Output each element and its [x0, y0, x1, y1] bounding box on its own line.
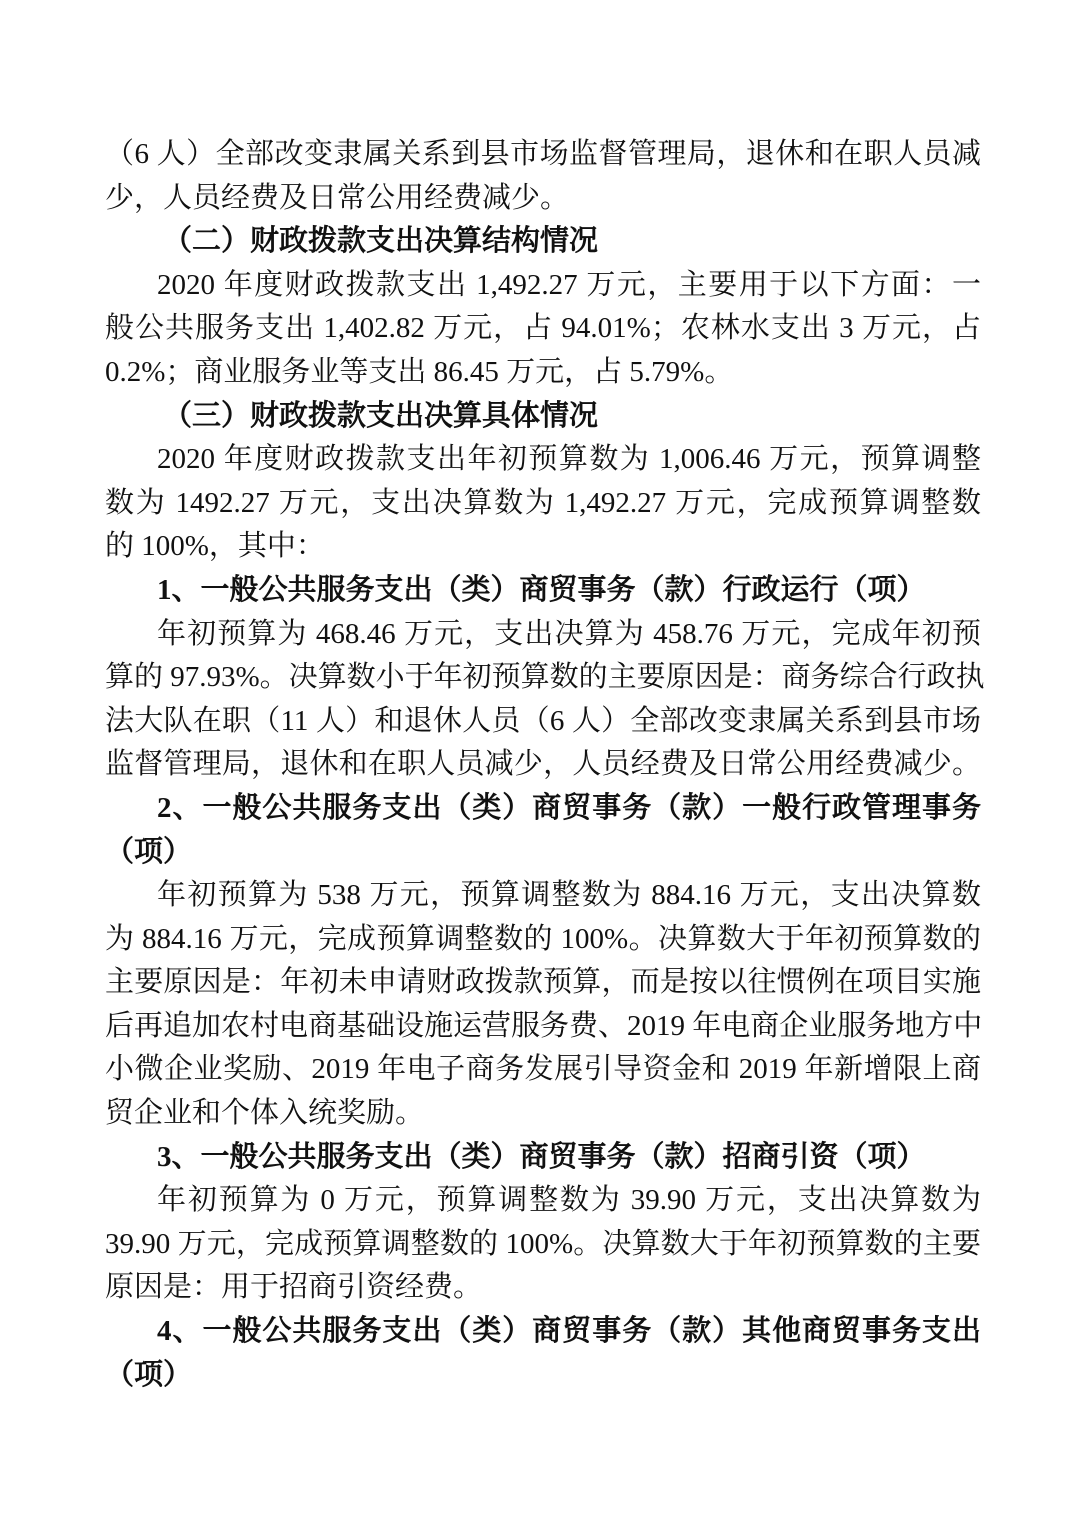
- body-line: 后再追加农村电商基础设施运营服务费、2019 年电商企业服务地方中: [105, 1009, 983, 1042]
- item-heading: （项）: [105, 835, 193, 868]
- body-line: 贸企业和个体入统奖励。: [105, 1097, 425, 1130]
- document-page: [105, 133, 985, 1397]
- body-line: 般公共服务支出 1,402.82 万元，占 94.01%；农林水支出 3 万元，占: [105, 312, 981, 345]
- body-line: 法大队在职（11 人）和退休人员（6 人）全部改变隶属关系到县市场: [105, 704, 981, 737]
- body-line: 0.2%；商业服务业等支出 86.45 万元，占 5.79%。: [105, 355, 734, 388]
- body-line: 2020 年度财政拨款支出 1,492.27 万元，主要用于以下方面：一: [157, 268, 981, 301]
- body-line: 小微企业奖励、2019 年电子商务发展引导资金和 2019 年新增限上商: [105, 1053, 981, 1086]
- body-line: 年初预算为 538 万元，预算调整数为 884.16 万元，支出决算数: [157, 879, 981, 912]
- body-line: 主要原因是：年初未申请财政拨款预算，而是按以往惯例在项目实施: [105, 966, 981, 999]
- item-heading: 4、一般公共服务支出（类）商贸事务（款）其他商贸事务支出: [157, 1315, 981, 1348]
- body-line: 少，人员经费及日常公用经费减少。: [105, 181, 570, 214]
- section-heading: （二）财政拨款支出决算结构情况: [163, 225, 599, 258]
- body-line: 数为 1492.27 万元，支出决算数为 1,492.27 万元，完成预算调整数: [105, 486, 981, 519]
- section-heading: （三）财政拨款支出决算具体情况: [163, 399, 599, 432]
- body-line: （6 人）全部改变隶属关系到县市场监督管理局，退休和在职人员减: [105, 138, 981, 170]
- body-line: 监督管理局，退休和在职人员减少，人员经费及日常公用经费减少。: [105, 748, 981, 781]
- item-heading: （项）: [105, 1358, 193, 1391]
- body-line: 原因是：用于招商引资经费。: [105, 1271, 483, 1304]
- body-line: 的 100%，其中：: [105, 530, 325, 563]
- item-heading: 1、一般公共服务支出（类）商贸事务（款）行政运行（项）: [157, 573, 926, 606]
- body-line: 年初预算为 468.46 万元，支出决算为 458.76 万元，完成年初预: [157, 617, 981, 650]
- body-line: 为 884.16 万元，完成预算调整数的 100%。决算数大于年初预算数的: [105, 922, 981, 955]
- body-line: 2020 年度财政拨款支出年初预算数为 1,006.46 万元，预算调整: [157, 443, 981, 476]
- item-heading: 3、一般公共服务支出（类）商贸事务（款）招商引资（项）: [157, 1140, 926, 1173]
- body-line: 年初预算为 0 万元，预算调整数为 39.90 万元，支出决算数为: [157, 1184, 981, 1217]
- body-line: 39.90 万元，完成预算调整数的 100%。决算数大于年初预算数的主要: [105, 1227, 981, 1260]
- body-line: 算的 97.93%。决算数小于年初预算数的主要原因是：商务综合行政执: [105, 661, 985, 694]
- item-heading: 2、一般公共服务支出（类）商贸事务（款）一般行政管理事务: [157, 791, 981, 824]
